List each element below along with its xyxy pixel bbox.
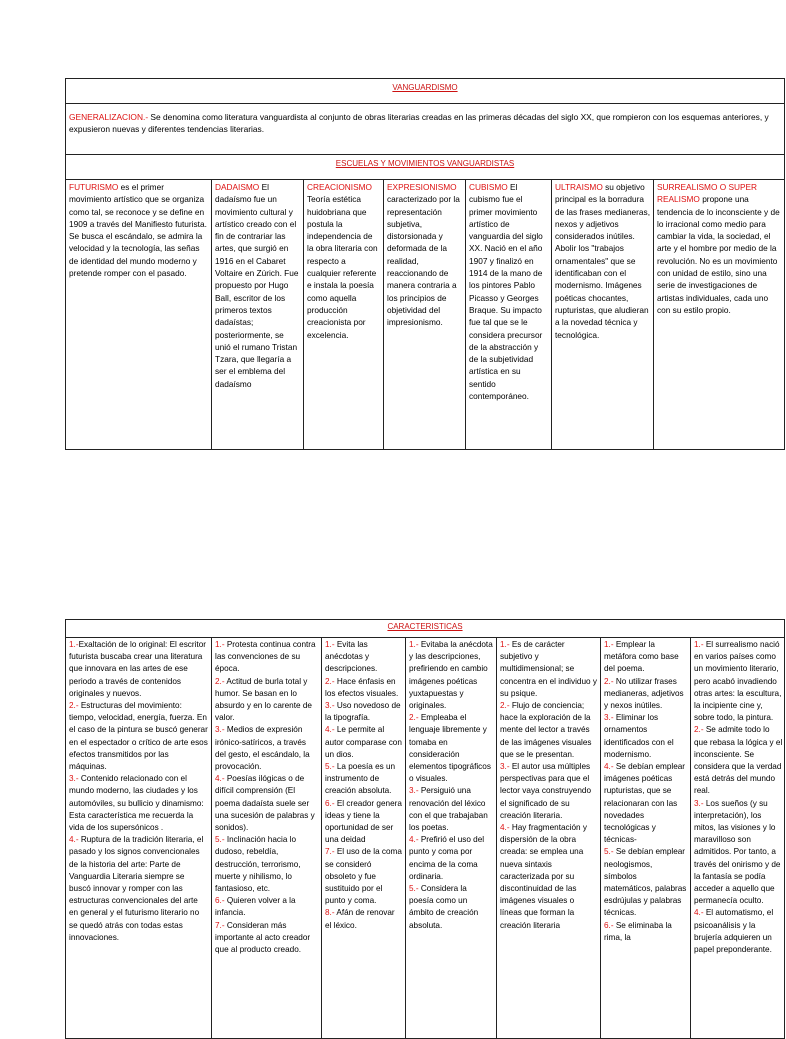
item-text: Los sueños (y su interpretación), los mitos, las visiones y lo maravilloso son admitidos. Por tanto, a través del onirismo y de la fantasía se podía acceder a aquello que permanecía oculto. [694,798,781,906]
characteristic-item [69,639,208,700]
characteristic-item [69,834,208,944]
movement-name: DADAISMO [215,182,260,192]
movement-text: propone una tendencia de lo inconsciente y de lo irracional como medio para cambiar la vida, la sociedad, el arte y el hombre por medio de la revolución. No es un movimiento con unidad de estilo, sino una serie de investigaciones de artistas individuales, cada uno con su estilo propio. [657,194,780,315]
characteristic-item [409,834,493,883]
item-number: 7.- [215,920,225,930]
item-number: 3.- [694,798,704,808]
characteristic-item [69,700,208,773]
item-number: 1.- [604,640,614,649]
characteristics-col-expresionismo [406,638,497,1038]
item-number: 8.- [325,908,335,918]
characteristic-item [325,639,402,676]
characteristic-item [215,834,318,895]
item-number: 4.- [325,725,335,735]
item-text: El uso de la coma se consideró obsoleto y fue sustituido por el punto y coma. [325,847,402,906]
movement-cell-dadaismo [212,180,304,449]
item-text: Se debían emplear imágenes poéticas rupturistas, que se relacionaran con las novedades tecnológicas y técnicas- [604,762,686,845]
characteristic-item [215,773,318,834]
item-text: Es de carácter subjetivo y multidimensional; se concentra en el individuo y su psique. [500,640,597,698]
characteristics-col-futurismo [66,638,212,1038]
item-text: Flujo de conciencia; hace la exploración de la mente del lector a través de las imágenes visuales que se le presentan. [500,701,592,759]
generalization-body: Se denomina como literatura vanguardista al conjunto de obras literarias creadas en las primeras décadas del siglo XX, que rompieron con los esquemas anteriores, y expusieron nuevas y diferentes tendencias literarias. [69,112,769,134]
item-number: 2.- [694,725,704,735]
item-text: Consideran más importante al acto creador que al producto creado. [215,920,311,955]
item-text: Hace énfasis en los efectos visuales. [325,676,399,698]
movement-text: su objetivo principal es la borradura de las frases medianeras, nexos y adjetivos considerados inútiles. Abolir los "trabajos ornamentales" que se identificaban con el modernismo. Imágenes poéticas chocantes, rupturistas, que aludieran a la novedad técnica y tecnológica. [555,182,651,340]
movement-text: es el primer movimiento artístico que se organiza como tal, se reconoce y se define en 1909 a través del Manifiesto futurista. Se busca el escándalo, se admira la velocidad y la tecnología, las señas de identidad del mundo moderno y pretende romper con el pasado. [69,182,207,279]
item-text: Medios de expresión irónico-satíricos, a través del gesto, el escándalo, la provocación. [215,725,310,772]
item-text: No utilizar frases medianeras, adjetivos y nexos inútiles. [604,676,684,711]
characteristic-item [325,846,402,907]
characteristic-item [325,798,402,847]
item-number: 3.- [409,786,419,796]
item-number: 2.- [409,713,419,723]
item-text: Eliminar los ornamentos identificados con el modernismo. [604,713,674,759]
characteristic-item [604,639,687,676]
item-number: 7.- [325,847,335,857]
characteristic-item [69,773,208,834]
item-number: 2.- [69,701,79,711]
movements-title-row [66,155,784,180]
item-number: 3.- [325,701,335,711]
characteristic-item [215,676,318,725]
item-number: 2.- [325,676,335,686]
item-text: Prefirió el uso del punto y coma por encima de la coma ordinaria. [409,835,485,881]
item-number: 6.- [215,896,225,906]
characteristic-item [325,907,402,931]
characteristic-item [409,639,493,712]
item-number: 4.- [409,835,419,845]
characteristic-item [604,712,687,761]
characteristic-item [604,920,687,944]
item-text: El creador genera ideas y tiene la oportunidad de ser una deidad [325,798,402,845]
item-text: Protesta continua contra las convenciones de su época. [215,640,316,674]
movement-name: ULTRAISMO [555,182,603,192]
item-text: El autor usa múltiples perspectivas para que el lector vaya construyendo el significado de su creación literaria. [500,762,592,820]
item-number: 1.- [409,640,419,649]
item-text: Ruptura de la tradición literaria, el pasado y los signos convencionales de la historia del arte: Parte de Vanguardia Literaria siempre se buscó innovar y romper con las estructuras convencionales del arte en general y el futurismo literario no se quedó atrás con todas estas innovaciones. [69,835,204,942]
item-text: Se debían emplear neologismos, símbolos matemáticos, palabras esdrújulas y palabras técnicas. [604,847,687,918]
characteristic-item [215,920,318,957]
item-number: 2.- [215,676,225,686]
characteristic-item [500,639,597,700]
movement-text: El cubismo fue el primer movimiento artístico de vanguardia del siglo XX. Nació en el año 1907 y finalizó en 1914 de la mano de los pintores Pablo Picasso y Georges Braque. Su impacto fue tal que se le considera precursor de la abstracción y de la subjetividad artística en su sentido contemporáneo. [469,182,543,402]
characteristic-item [325,700,402,724]
item-text: Poesías ilógicas o de difícil comprensión (El poema dadaísta suele ser una sucesión de palabras y sonidos). [215,774,315,833]
item-text: Quieren volver a la infancia. [215,896,296,918]
item-number: 4.- [500,823,510,833]
movement-cell-ultraismo [552,180,654,449]
item-number: 3.- [604,713,614,723]
movement-text: caracterizado por la representación subjetiva, distorsionada y deformada de la realidad, reaccionando de manera contraria a los principios de objetividad del impresionismo. [387,194,460,328]
characteristic-item [409,712,493,785]
movement-cell-cubismo [466,180,552,449]
characteristic-item [409,785,493,834]
characteristic-item [215,639,318,676]
movement-name: CREACIONISMO [307,182,372,192]
characteristic-item [325,761,402,798]
table2-title-row [66,620,784,638]
item-text: Emplear la metáfora como base del poema. [604,640,679,674]
item-number: 5.- [409,884,419,894]
movement-cell-futurismo [66,180,212,449]
item-number: 4.- [604,762,614,772]
item-number: 2.- [500,701,510,711]
item-number: 4.- [69,835,79,845]
item-number: 4.- [694,908,704,918]
characteristics-col-ultraismo [601,638,691,1038]
movement-name: CUBISMO [469,182,508,192]
item-text: Actitud de burla total y humor. Se basan en lo absurdo y en lo carente de valor. [215,676,312,723]
characteristics-col-creacionismo [322,638,406,1038]
item-number: 1.- [694,640,704,649]
item-number: 3.- [69,774,79,784]
item-number: 1.- [69,640,79,649]
item-number: 6.- [604,920,614,930]
movement-cell-expresionismo [384,180,466,449]
characteristic-item [694,798,783,908]
item-text: Exaltación de lo original: El escritor futurista buscaba crear una literatura que innovara en las artes de ese periodo a través de contenidos originales y nuevos. [69,640,206,698]
movement-cell-creacionismo [304,180,384,449]
item-text: El surrealismo nació en varios países como un movimiento literario, pero acabó invadiendo otras artes: la escultura, la incipiente cine y, sobre todo, la pintura. [694,640,782,723]
item-number: 5.- [215,835,225,845]
characteristics-col-cubismo [497,638,601,1038]
generalization-label: GENERALIZACION.- [69,112,149,122]
item-text: Le permite al autor comparase con un dios. [325,725,402,759]
characteristics-col-dadaismo [212,638,322,1038]
movement-name: SURREALISMO O SUPER REALISMO [657,182,758,205]
movement-text: Teoría estética huidobriana que postula la independencia de la obra literaria con respecto a cualquier referente e instala la poesía como aquella producción creacionista por excelencia. [307,194,378,340]
item-text: Uso novedoso de la tipografía. [325,701,401,723]
characteristic-item [325,676,402,700]
item-text: Contenido relacionado con el mundo moderno, las ciudades y los automóviles, su bullicio y dinamismo: Esta característica me recuerda la vida de los supersónicos . [69,774,204,833]
item-text: Inclinación hacia lo dudoso, rebeldía, destrucción, terrorismo, muerte y nihilismo, lo fantasioso, etc. [215,835,301,894]
item-text: Estructuras del movimiento: tiempo, velocidad, energía, fuerza. En el caso de la pintura se buscó generar en el espectador o crítico de arte esos efectos transmitidos por las máquinas. [69,701,208,772]
generalization-text [66,104,784,142]
characteristic-item [325,724,402,761]
item-number: 3.- [500,762,510,772]
item-text: Evita las anécdotas y descripciones. [325,640,378,674]
item-text: Afán de renovar el léxico. [325,908,395,930]
characteristic-item [409,883,493,932]
movement-cell-surrealismo [654,180,786,449]
item-text: Evitaba la anécdota y las descripciones, prefiriendo en cambio imágenes poéticas yuxtapuestas y originales. [409,640,493,711]
characteristic-item [500,761,597,822]
characteristic-item [500,822,597,932]
characteristic-item [694,907,783,956]
characteristic-item [215,724,318,773]
item-text: La poesía es un instrumento de creación absoluta. [325,762,396,796]
characteristic-item [604,846,687,919]
generalization-row [66,104,784,155]
item-text: Se eliminaba la rima, la [604,920,672,942]
item-text: Se admite todo lo que rebasa la lógica y el inconsciente. Se considera que la verdad está detrás del mundo real. [694,725,783,796]
item-text: Empleaba el lenguaje libremente y tomaba en consideración elementos tipográficos o visuales. [409,713,491,784]
characteristics-col-surrealismo [691,638,786,1038]
table2-title: CARACTERISTICAS [387,622,463,631]
item-number: 5.- [604,847,614,857]
movements-title: ESCUELAS Y MOVIMIENTOS VANGUARDISTAS [335,159,515,168]
item-number: 5.- [325,762,335,772]
characteristic-item [215,895,318,919]
item-number: 6.- [325,798,335,808]
characteristic-item [604,676,687,713]
movement-name: FUTURISMO [69,182,119,192]
characteristic-item [694,724,783,797]
item-text: Persiguió una renovación del léxico con el que trabajaban los poetas. [409,786,488,833]
item-number: 4.- [215,774,225,784]
vanguardismo-table [65,78,785,450]
item-text: Considera la poesía como un ámbito de creación absoluta. [409,884,479,930]
item-number: 1.- [325,640,335,649]
item-number: 1.- [500,640,510,649]
characteristic-item [604,761,687,846]
movement-text: El dadaísmo fue un movimiento cultural y artístico creado con el fin de contrariar las artes, que surgió en 1916 en el Cabaret Voltaire en Zúrich. Fue propuesto por Hugo Ball, escritor de los primeros textos dadaístas; posteriormente, se unió el rumano Tristan Tzara, que llegaría a ser el emblema del dadaísmo [215,182,299,389]
characteristic-item [500,700,597,761]
table1-title: VANGUARDISMO [392,83,458,92]
item-text: Hay fragmentación y dispersión de la obra creada: se emplea una nueva sintaxis caracterizada por su discontinuidad de las imágenes visuales o líneas que forman la creación literaria [500,823,587,930]
movement-name: EXPRESIONISMO [387,182,457,192]
item-number: 3.- [215,725,225,735]
item-number: 2.- [604,676,614,686]
item-number: 1.- [215,640,225,649]
characteristic-item [694,639,783,724]
item-text: El automatismo, el psicoanálisis y la brujería adquieren un papel preponderante. [694,908,774,955]
table1-title-row [66,79,784,104]
caracteristicas-table [65,619,785,1039]
